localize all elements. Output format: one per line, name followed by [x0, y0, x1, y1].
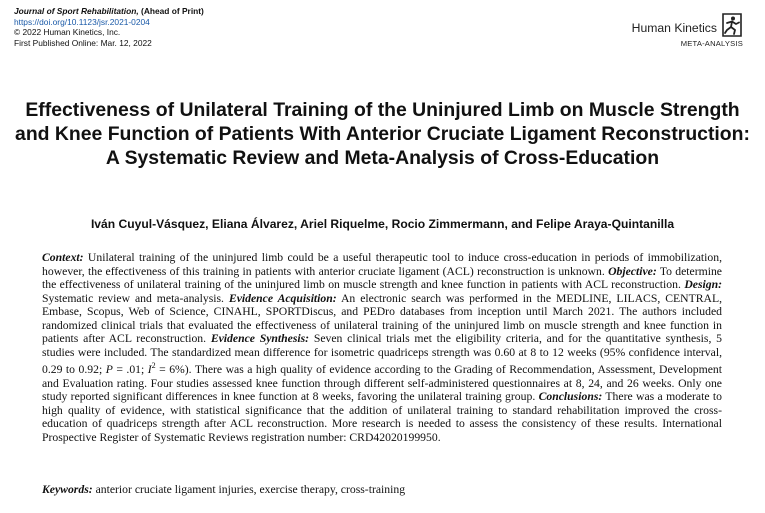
doi-link[interactable]: https://doi.org/10.1123/jsr.2021-0204 [14, 16, 150, 27]
i2-superscript: 2 [151, 361, 156, 371]
conclusions-label: Conclusions: [538, 390, 603, 404]
conclusions-text: There was a moderate to high quality of evidence, with statistical significance that the addition of unilateral training to standard rehabilitation improved the cross-education of quadriceps strength after ACL reconstruction. More research is needed to assess the consistency of these results. International Prospective Register of Systematic Reviews registration number: CRD42020199950. [42, 390, 722, 444]
journal-status: (Ahead of Print) [141, 6, 204, 16]
objective-text: To determine the effectiveness of unilateral training of the uninjured limb on muscle strength and knee function in patients with ACL reconstruction. [42, 264, 722, 292]
design-label: Design: [684, 278, 722, 292]
keywords-label: Keywords: [42, 483, 93, 496]
synthesis-text-3: = 6%). There was a high quality of evidence according to the Grading of Recommendation, Assessment, Development and Evaluation rating. Four studies assessed knee function through different self-administered questionnaires at 8, 24, and 26 weeks. Only one study reported significant differences in knee function at 8 weeks, favoring the unilateral training group. [42, 363, 723, 404]
context-text: Unilateral training of the uninjured limb could be a useful therapeutic tool to induce cross-education in periods of immobilization, however, the effectiveness of this training in patients with anterior cruciate ligament (ACL) reconstruction is unknown. [42, 251, 722, 278]
author-list: Iván Cuyul-Vásquez, Eliana Álvarez, Ariel Riquelme, Rocio Zimmermann, and Felipe Araya-Quintanilla [90, 217, 675, 231]
human-kinetics-logo-icon [721, 12, 743, 38]
article-meta [14, 6, 204, 48]
synthesis-text-1: Seven clinical trials met the eligibility criteria, and for the quantitative synthesis, 5 studies were included. The standardized mean difference for isometric quadriceps strength was 0.60 at 8 to 12 weeks (95% confidence interval, 0.29 to 0.92; [42, 332, 722, 377]
synthesis-label: Evidence Synthesis: [210, 332, 310, 346]
objective-label: Objective: [608, 264, 657, 278]
acquisition-text: An electronic search was performed in the MEDLINE, LILACS, CENTRAL, Embase, Scopus, Web of Science, CINAHL, SPORTDiscus, and PEDro databases from inception until March 2021. The authors included randomized clinical trials that evaluated the effectiveness of unilateral training of the uninjured limb on muscle strength and knee function in patients after ACL reconstruction. [42, 291, 723, 346]
journal-line [14, 6, 204, 17]
publication-date: First Published Online: Mar. 12, 2022 [14, 37, 152, 48]
paper-title: Effectiveness of Unilateral Training of the Uninjured Limb on Muscle Strength and Knee Function of Patients With Anterior Cruciate Ligament Reconstruction: A Systematic Review and Meta-Analysis of Cross-Education [15, 99, 750, 169]
keywords [42, 483, 722, 496]
journal-name: Journal of Sport Rehabilitation, [14, 6, 139, 16]
abstract [42, 251, 722, 445]
publisher-name: Human Kinetics [631, 21, 717, 35]
acquisition-label: Evidence Acquisition: [228, 291, 337, 305]
i2-symbol: I [147, 363, 152, 377]
article-type: META-ANALYSIS [680, 39, 743, 48]
context-label: Context: [42, 251, 84, 264]
keywords-text: anterior cruciate ligament injuries, exercise therapy, cross-training [92, 483, 406, 496]
p-symbol: P [105, 363, 113, 377]
publisher-brand [632, 12, 743, 48]
copyright-line: © 2022 Human Kinetics, Inc. [14, 27, 121, 38]
synthesis-text-2: = .01; [112, 363, 148, 377]
design-text: Systematic review and meta-analysis. [42, 291, 229, 305]
